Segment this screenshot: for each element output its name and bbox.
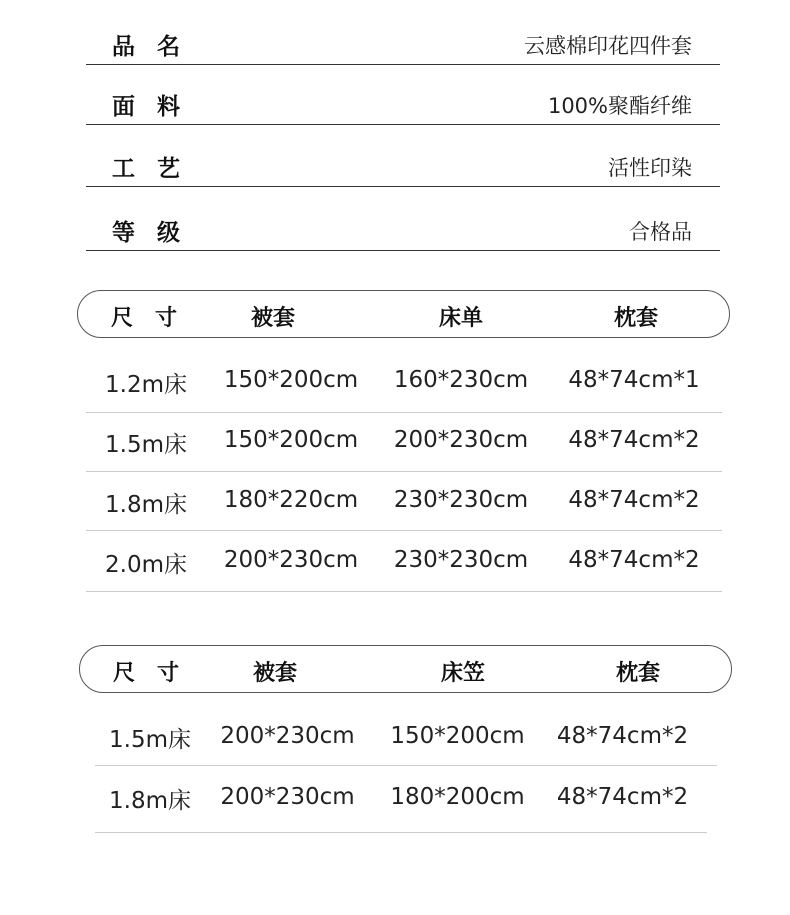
sheet-size: 200*230cm <box>393 427 529 453</box>
spec-value: 云感棉印花四件套 <box>524 34 692 58</box>
header-size: 尺寸 <box>111 306 200 331</box>
header-fitted-sheet: 床笠 <box>440 661 485 686</box>
spec-value: 活性印染 <box>608 156 692 180</box>
spec-key: 面料 <box>112 94 202 120</box>
duvet-size: 150*200cm <box>223 367 359 393</box>
header-pillowcase: 枕套 <box>615 661 660 686</box>
bed-size: 1.5m床 <box>109 727 191 753</box>
bed-size: 1.2m床 <box>105 372 187 398</box>
bed-size: 1.5m床 <box>105 432 187 458</box>
duvet-size: 180*220cm <box>223 487 359 513</box>
pillowcase-size: 48*74cm*1 <box>568 367 700 393</box>
spec-row-name <box>86 4 720 65</box>
pillowcase-size: 48*74cm*2 <box>568 487 700 513</box>
spec-key: 工艺 <box>112 156 202 182</box>
table-row <box>86 352 722 413</box>
table-row <box>86 413 722 472</box>
pillowcase-size: 48*74cm*2 <box>568 547 700 573</box>
duvet-size: 200*230cm <box>220 723 355 749</box>
duvet-size: 200*230cm <box>220 784 355 810</box>
bed-size: 1.8m床 <box>105 492 187 518</box>
sheet-size: 230*230cm <box>393 547 529 573</box>
bed-size: 1.8m床 <box>109 788 191 814</box>
table-row <box>86 531 722 592</box>
sheet-size: 160*230cm <box>393 367 529 393</box>
table-row <box>95 766 707 833</box>
spec-value: 合格品 <box>629 220 692 244</box>
pillowcase-size: 48*74cm*2 <box>556 723 689 749</box>
size-table-2-header <box>79 645 732 693</box>
size-table-1-header <box>77 290 730 338</box>
spec-key: 品名 <box>112 34 202 60</box>
spec-row-craft <box>86 126 720 187</box>
table-row <box>95 705 717 766</box>
header-pillowcase: 枕套 <box>613 306 658 331</box>
pillowcase-size: 48*74cm*2 <box>568 427 700 453</box>
header-duvet: 被套 <box>250 306 295 331</box>
spec-row-fabric <box>86 64 720 125</box>
fitted-sheet-size: 180*200cm <box>390 784 525 810</box>
header-sheet: 床单 <box>438 306 483 331</box>
spec-row-grade <box>86 190 720 251</box>
table-row <box>86 472 722 531</box>
bed-size: 2.0m床 <box>105 552 187 578</box>
header-size: 尺寸 <box>113 661 202 686</box>
duvet-size: 150*200cm <box>223 427 359 453</box>
fitted-sheet-size: 150*200cm <box>390 723 525 749</box>
pillowcase-size: 48*74cm*2 <box>556 784 689 810</box>
spec-value: 100%聚酯纤维 <box>547 94 692 118</box>
duvet-size: 200*230cm <box>223 547 359 573</box>
header-duvet: 被套 <box>252 661 297 686</box>
sheet-size: 230*230cm <box>393 487 529 513</box>
spec-key: 等级 <box>112 220 202 246</box>
